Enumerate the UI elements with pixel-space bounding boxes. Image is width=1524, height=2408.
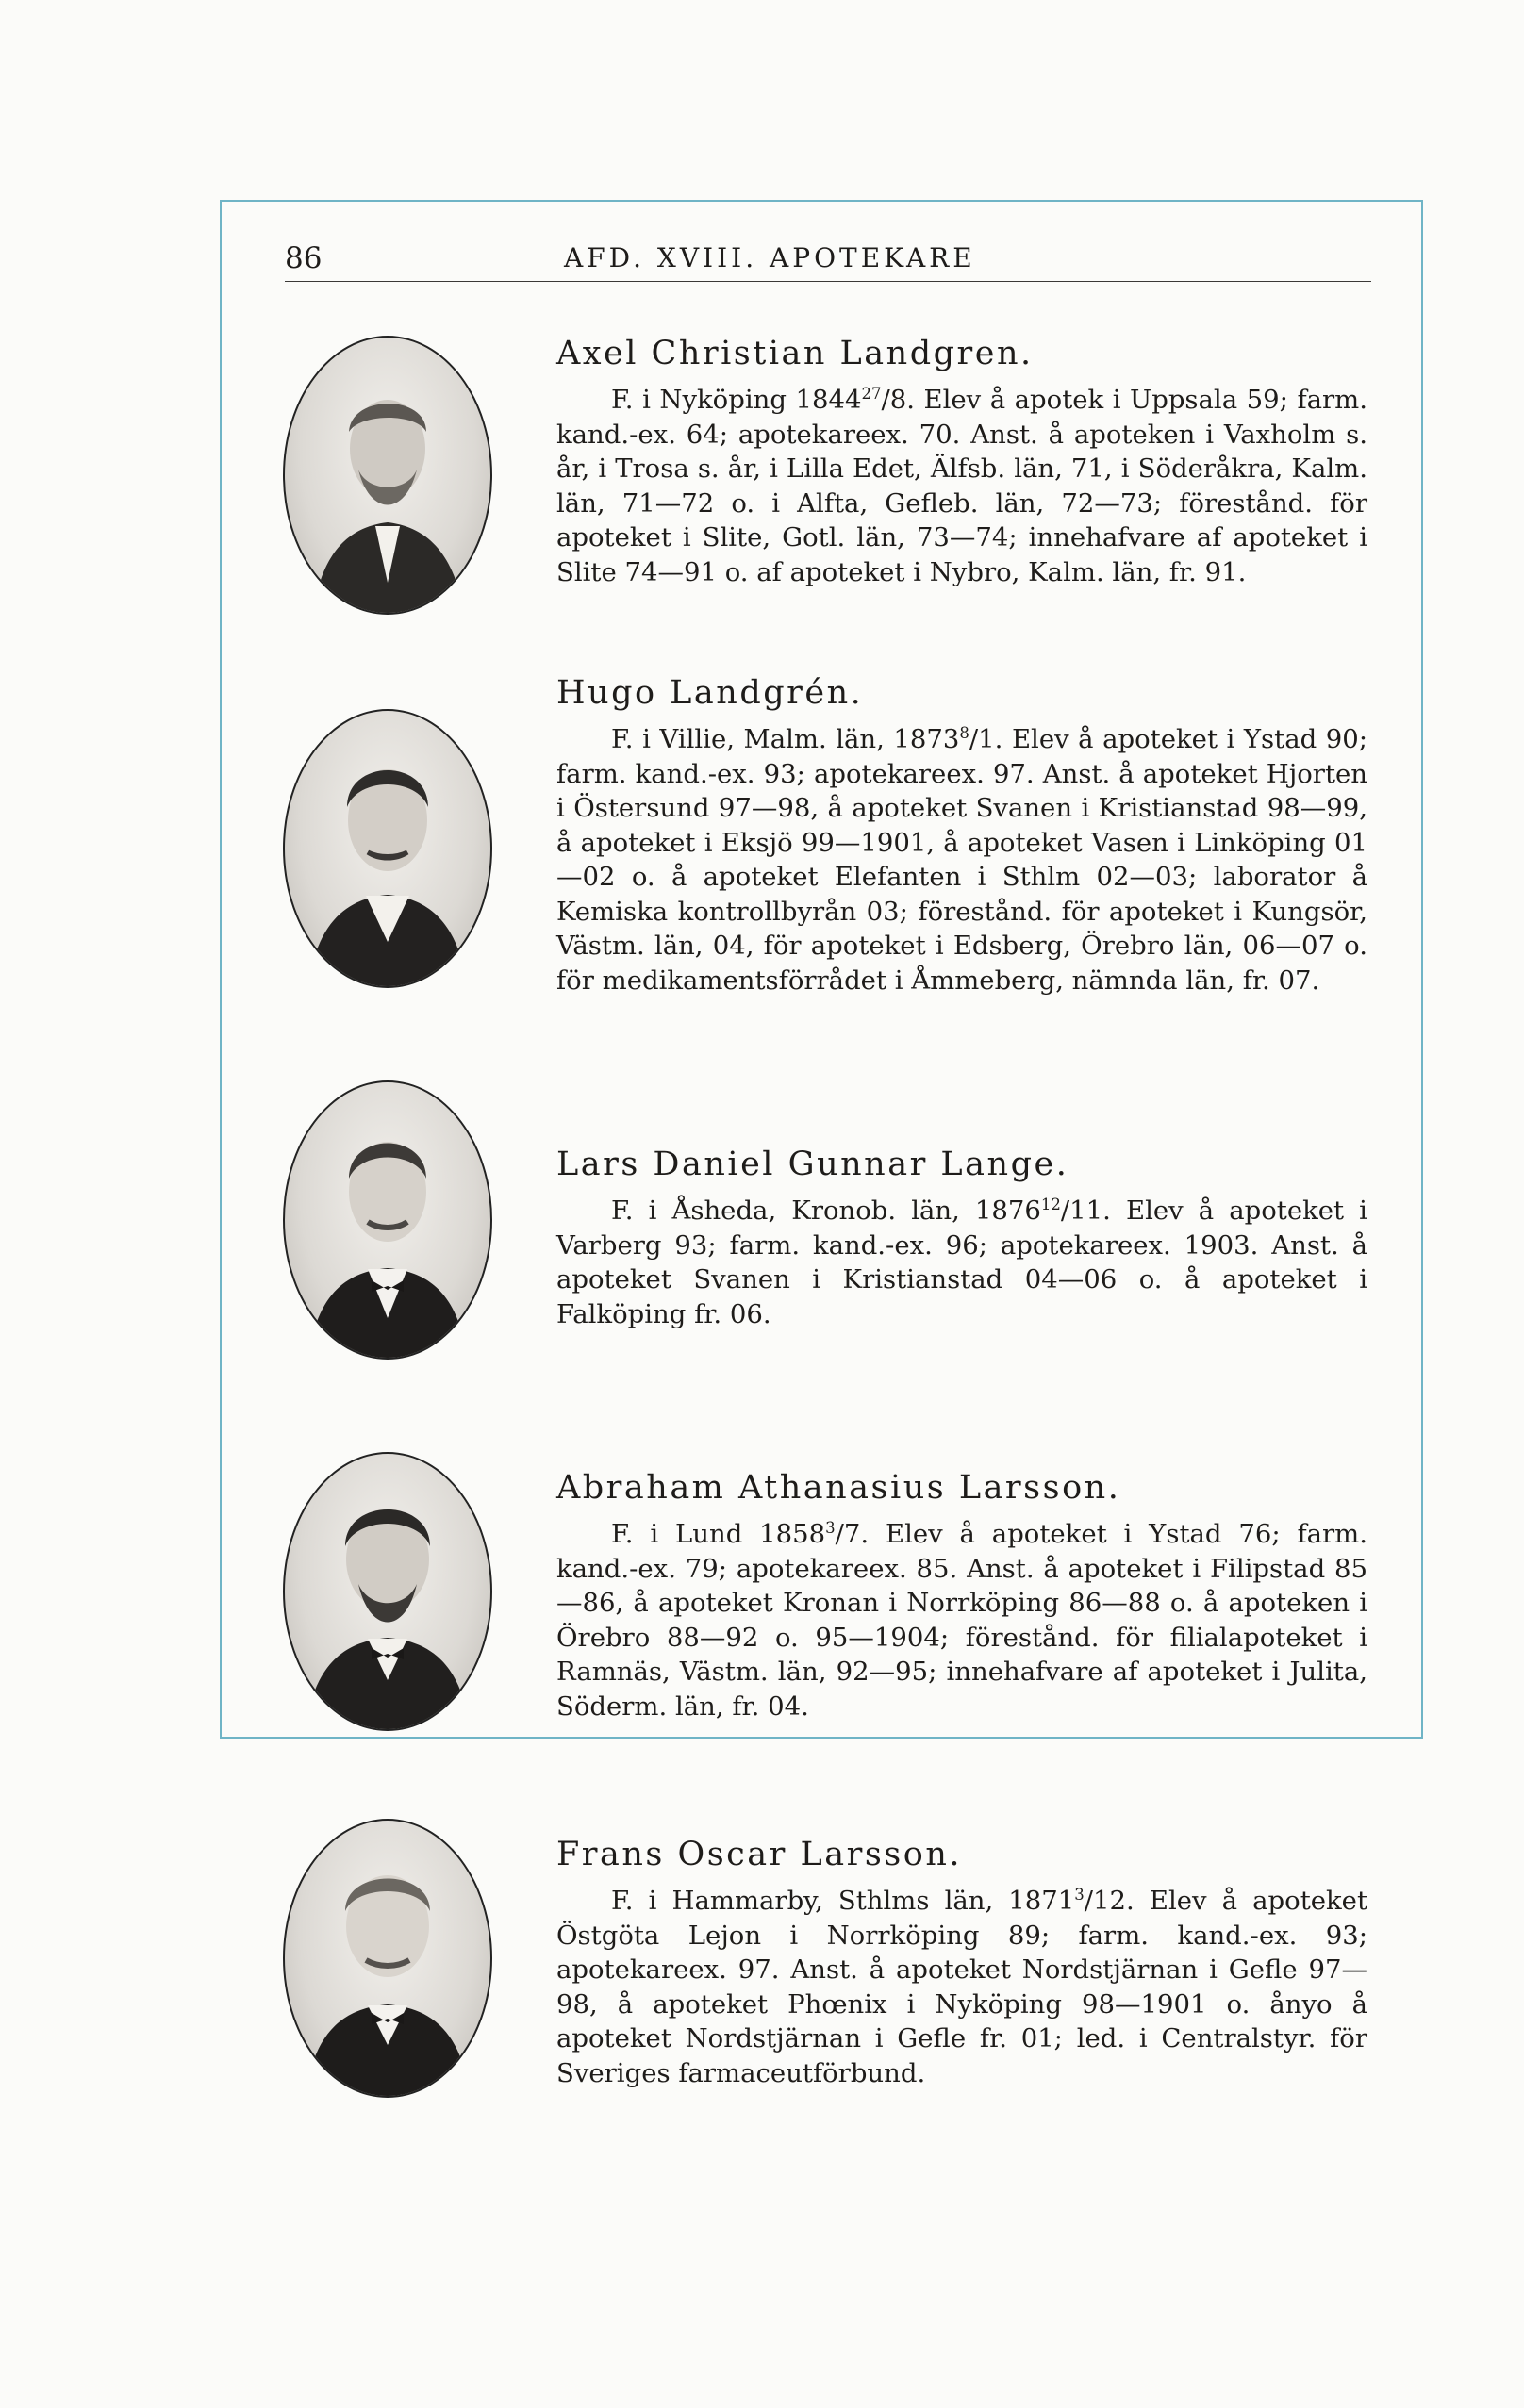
person-name: Frans Oscar Larsson. [556,1836,962,1873]
person-biography: F. i Villie, Malm. län, 1873$^8$/1. Elev å apoteket i Ystad 90; farm. kand.-ex. 93; apotekareex. 97. Anst. å apoteket Hjorten i Östersund 97—98, å apoteket Svanen i Kristianstad 98—99, å apoteket i Eksjö 99—1901, å apoteket Vasen i Linköping 01—02 o. å apoteket Elefanten i Sthlm 02—03; laborator å Kemiska kontrollbyrån 03; förestånd. för apoteket i Kungsör, Västm. län, 04, för apoteket i Edsberg, Örebro län, 06—07 o. för medikamentsförrådet i Åmmeberg, nämnda län, fr. 07. [556,723,1367,996]
entry-text [556,1466,1367,1724]
entry-text [556,671,1367,998]
portrait-photo [283,336,492,615]
entry-text [556,332,1367,589]
person-biography: F. i Åsheda, Kronob. län, 1876$^{12}$/11. Elev å apoteket i Varberg 93; farm. kand.-ex. 96; apotekareex. 1903. Anst. å apoteket Svanen i Kristianstad 04—06 o. å apoteket i Falköping fr. 06. [556,1195,1367,1329]
portrait-illustration [285,1082,490,1358]
entry-text [556,1833,1367,2090]
entry-text [556,1143,1367,1331]
portrait-illustration [285,338,490,613]
portrait-illustration [285,1454,490,1729]
person-name: Lars Daniel Gunnar Lange. [556,1146,1069,1183]
person-biography: F. i Nyköping 1844$^{27}$/8. Elev å apotek i Uppsala 59; farm. kand.-ex. 64; apotekareex. 70. Anst. å apoteken i Vaxholm s. år, i Trosa s. år, i Lilla Edet, Älfsb. län, 71, i Söderåkra, Kalm. län, 71—72 o. i Alfta, Gefleb. län, 72—73; förestånd. för apoteket i Slite, Gotl. län, 73—74; innehafvare af apoteket i Slite 74—91 o. af apoteket i Nybro, Kalm. län, fr. 91. [556,384,1367,587]
portrait-photo [283,1452,492,1731]
portrait-illustration [285,1821,490,2096]
portrait-photo [283,709,492,988]
person-name: Abraham Athanasius Larsson. [556,1469,1121,1507]
person-biography: F. i Lund 1858$^3$/7. Elev å apoteket i Ystad 76; farm. kand.-ex. 79; apotekareex. 85. Anst. å apoteket i Filipstad 85—86, å apoteket Kronan i Norrköping 86—88 o. å apoteken i Örebro 88—92 o. 95—1904; förestånd. för filialapoteket i Ramnäs, Västm. län, 92—95; innehafvare af apoteket i Julita, Söderm. län, fr. 04. [556,1518,1367,1722]
page-number: 86 [285,241,323,275]
person-biography: F. i Hammarby, Sthlms län, 1871$^3$/12. Elev å apoteket Östgöta Lejon i Norrköping 89; farm. kand.-ex. 93; apotekareex. 97. Anst. å apoteket Nordstjärnan i Gefle 97—98, å apoteket Phœnix i Nyköping 98—1901 o. ånyo å apoteket Nordstjärnan i Gefle fr. 01; led. i Centralstyr. för Sveriges farmaceutförbund. [556,1885,1368,2088]
person-name: Axel Christian Landgren. [556,335,1034,372]
portrait-illustration [285,711,490,986]
person-name: Hugo Landgrén. [556,674,864,712]
portrait-photo [283,1819,492,2098]
section-title: AFD. XVIII. APOTEKARE [564,242,976,273]
portrait-photo [283,1080,492,1360]
running-header [285,236,1371,282]
